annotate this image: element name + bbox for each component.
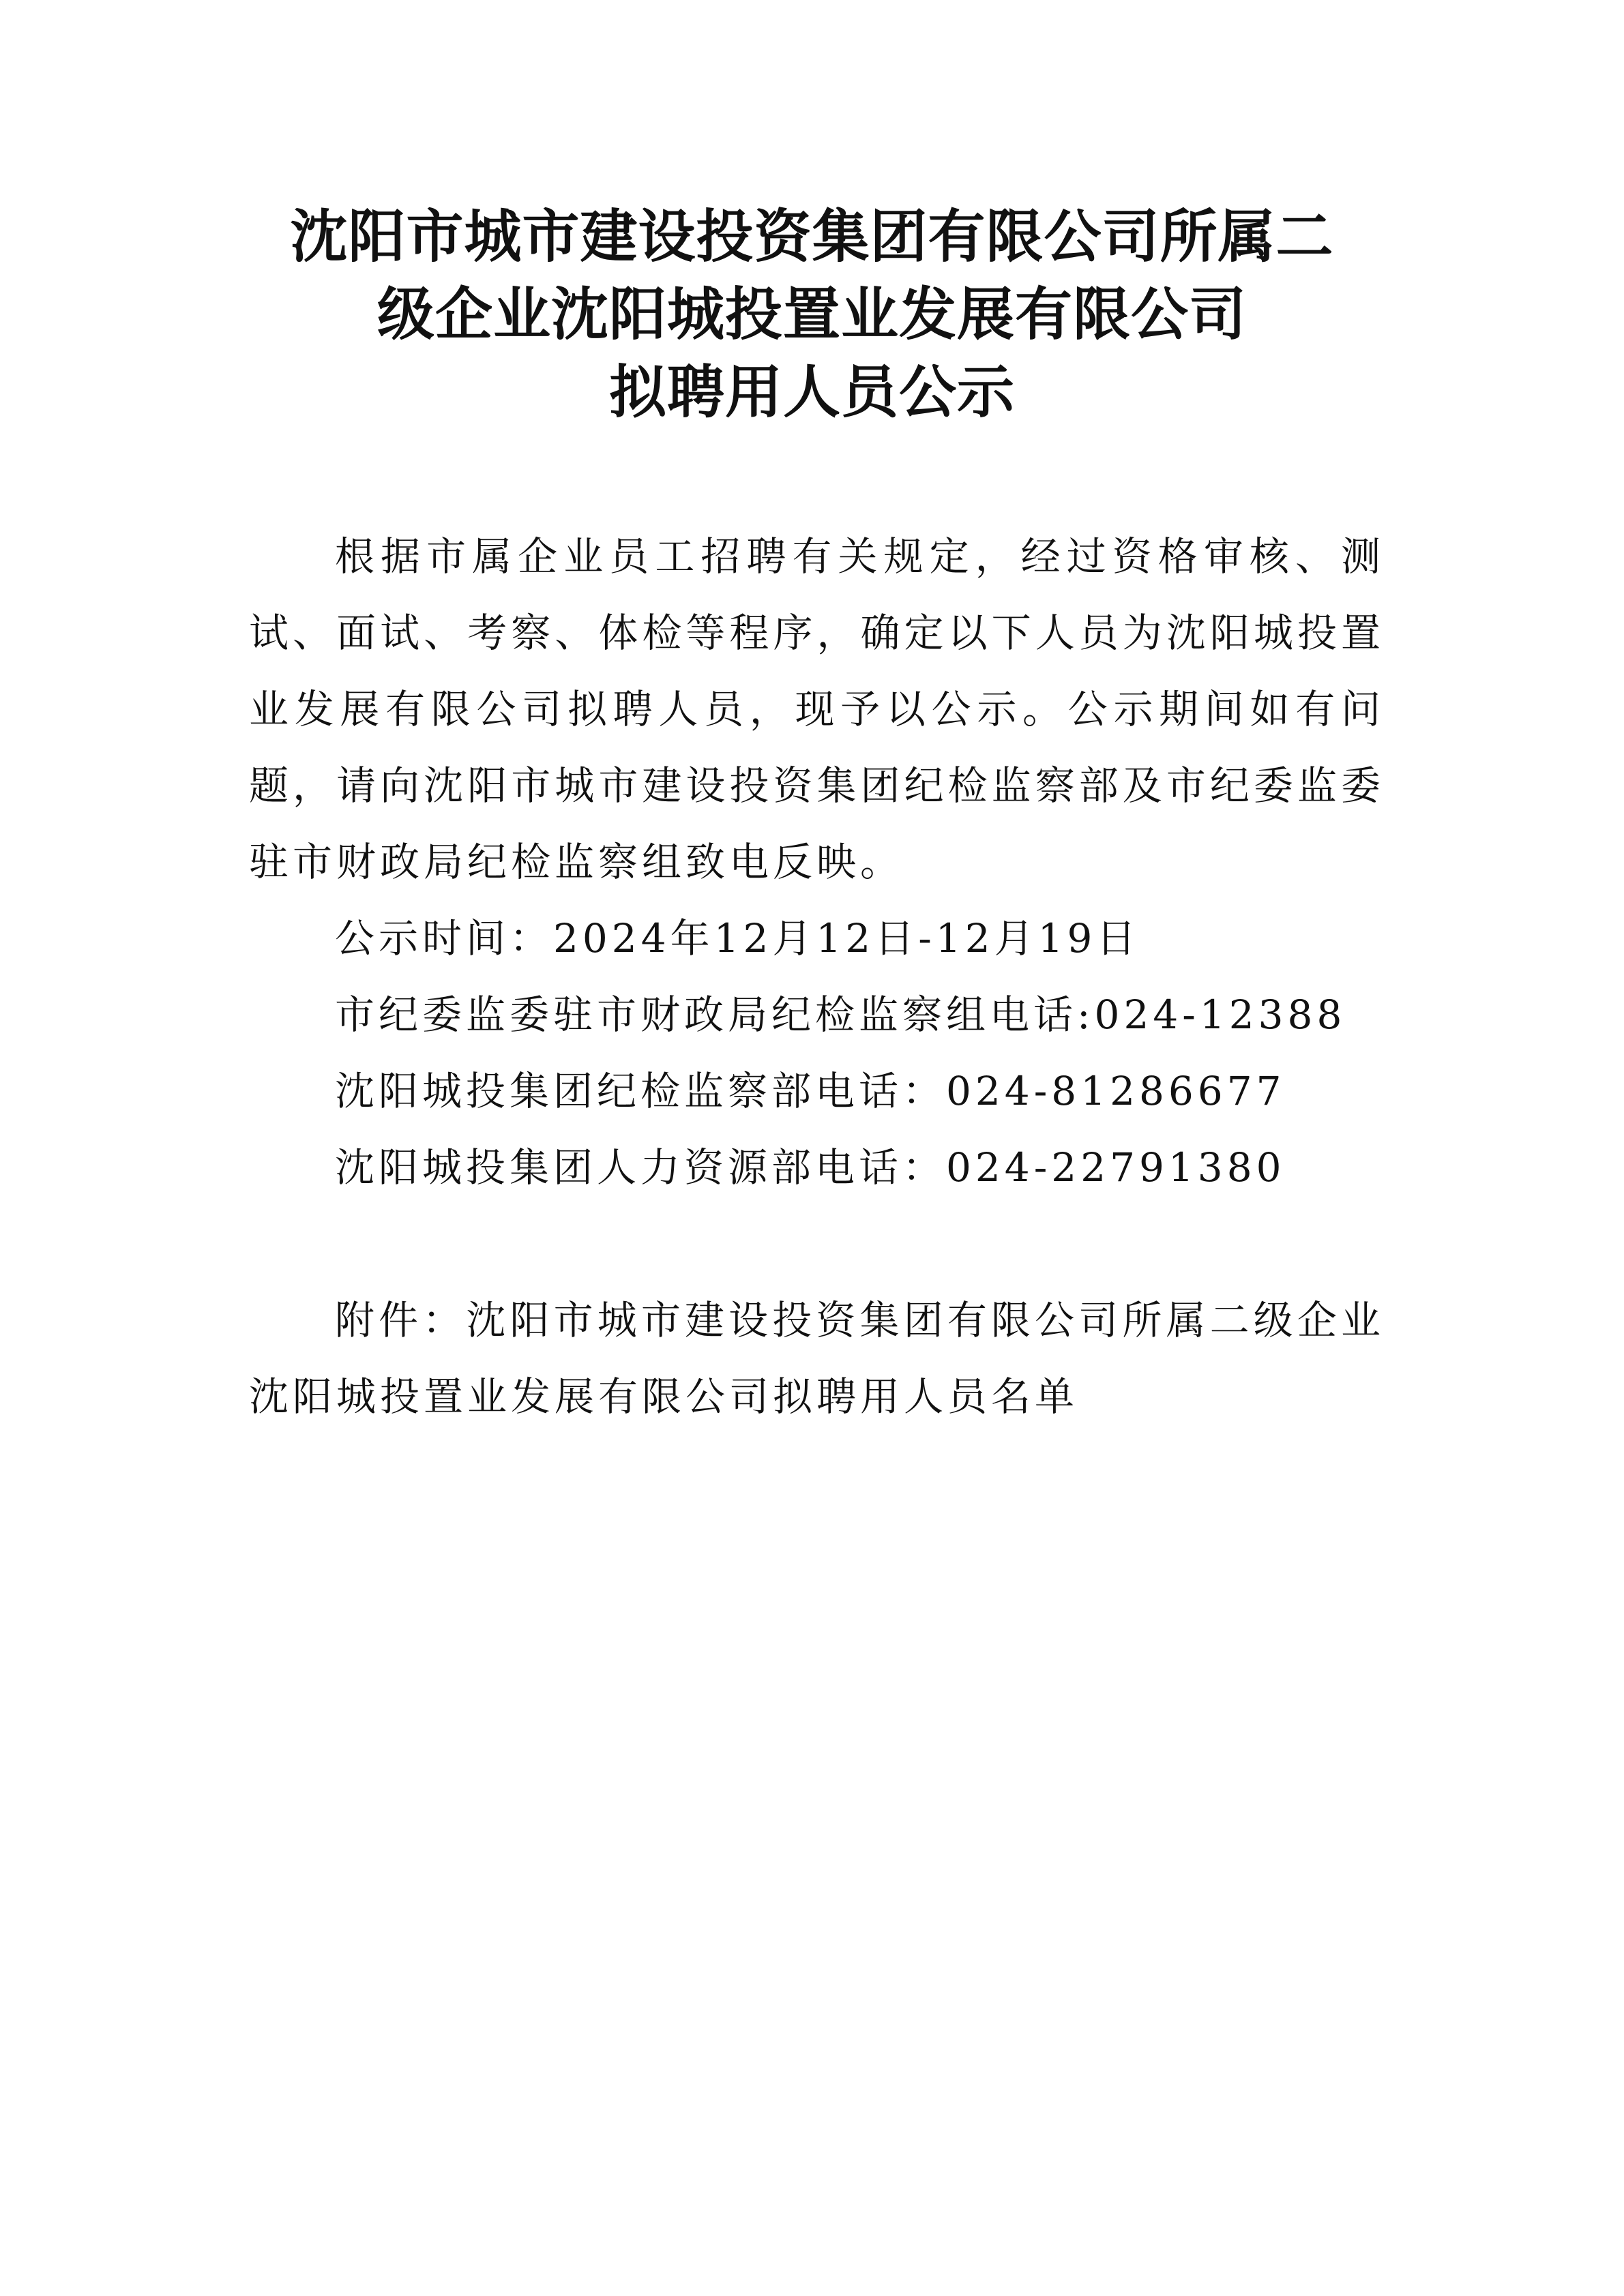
intro-paragraph: 根据市属企业员工招聘有关规定，经过资格审核、测试、面试、考察、体检等程序，确定以下人员为沈阳城投置业发展有限公司拟聘人员，现予以公示。公示期间如有问题，请向沈阳市城市建设投资集团纪检监察部及市纪委监委驻市财政局纪检监察组致电反映。 xyxy=(249,533,1385,885)
attachment-note: 附件：沈阳市城市建设投资集团有限公司所属二级企业沈阳城投置业发展有限公司拟聘用人员名单 xyxy=(249,1297,1385,1420)
contact-line-discipline-group: 市纪委监委驻市财政局纪检监察组电话:024-12388 xyxy=(335,992,1346,1038)
title-line-1: 沈阳市城市建设投资集团有限公司所属二 xyxy=(290,203,1334,270)
contact-line-inspection-department: 沈阳城投集团纪检监察部电话：024-81286677 xyxy=(335,1068,1286,1114)
contact-line-hr-department: 沈阳城投集团人力资源部电话：024-22791380 xyxy=(335,1144,1286,1191)
title-line-3: 拟聘用人员公示 xyxy=(608,359,1015,426)
contact-section xyxy=(249,900,1385,1206)
notice-period: 公示时间：2024年12月12日-12月19日 xyxy=(335,915,1140,961)
title-line-2: 级企业沈阳城投置业发展有限公司 xyxy=(377,281,1247,348)
intro-section xyxy=(249,518,1385,900)
document-title xyxy=(0,198,1624,431)
attachment-section xyxy=(249,1282,1385,1435)
